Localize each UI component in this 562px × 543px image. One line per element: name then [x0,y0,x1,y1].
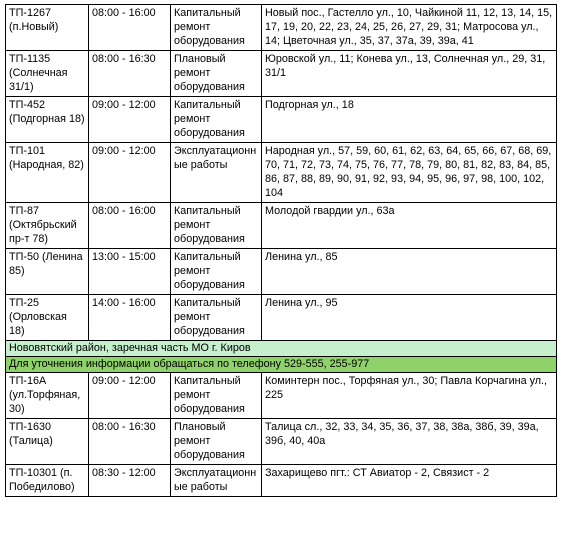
outage-row [6,373,557,419]
addresses-cell: Ленина ул., 85 [262,249,557,295]
outage-row [6,97,557,143]
outage-row [6,51,557,97]
outage-row [6,465,557,497]
work-type-cell: Капитальный ремонт оборудования [171,373,262,419]
work-type-cell: Капитальный ремонт оборудования [171,203,262,249]
work-type-cell: Плановый ремонт оборудования [171,51,262,97]
outage-row [6,249,557,295]
time-cell: 08:00 - 16:30 [89,51,171,97]
time-cell: 09:00 - 12:00 [89,97,171,143]
section-rows [6,341,557,373]
time-cell: 13:00 - 15:00 [89,249,171,295]
substation-cell: ТП-87 (Октябрьский пр-т 78) [6,203,89,249]
time-cell: 08:00 - 16:00 [89,5,171,51]
substation-cell: ТП-101 (Народная, 82) [6,143,89,203]
district-section-title: Нововятский район, заречная часть МО г. Киров [6,341,557,357]
contact-info-row [6,357,557,373]
addresses-cell: Народная ул., 57, 59, 60, 61, 62, 63, 64, 65, 66, 67, 68, 69, 70, 71, 72, 73, 74, 75, 76, 77, 78, 79, 80, 81, 82, 83, 84, 85, 86, 87, 88, 89, 90, 91, 92, 93, 94, 95, 96, 97, 98, 100, 102, 104 [262,143,557,203]
contact-info-text: Для уточнения информации обращаться по телефону 529-555, 255-977 [6,357,557,373]
time-cell: 08:00 - 16:30 [89,419,171,465]
substation-cell: ТП-16А (ул.Торфяная, 30) [6,373,89,419]
outage-rows-top [6,5,557,341]
work-type-cell: Капитальный ремонт оборудования [171,295,262,341]
time-cell: 09:00 - 12:00 [89,143,171,203]
work-type-cell: Плановый ремонт оборудования [171,419,262,465]
work-type-cell: Капитальный ремонт оборудования [171,249,262,295]
time-cell: 08:30 - 12:00 [89,465,171,497]
substation-cell: ТП-10301 (п. Победилово) [6,465,89,497]
time-cell: 09:00 - 12:00 [89,373,171,419]
substation-cell: ТП-452 (Подгорная 18) [6,97,89,143]
time-cell: 08:00 - 16:00 [89,203,171,249]
work-type-cell: Эксплуатационные работы [171,143,262,203]
addresses-cell: Захарищево пгт.: СТ Авиатор - 2, Связист - 2 [262,465,557,497]
time-cell: 14:00 - 16:00 [89,295,171,341]
addresses-cell: Молодой гвардии ул., 63а [262,203,557,249]
work-type-cell: Капитальный ремонт оборудования [171,5,262,51]
outage-row [6,143,557,203]
addresses-cell: Подгорная ул., 18 [262,97,557,143]
substation-cell: ТП-1267 (п.Новый) [6,5,89,51]
substation-cell: ТП-1630 (Талица) [6,419,89,465]
substation-cell: ТП-1135 (Солнечная 31/1) [6,51,89,97]
addresses-cell: Юровской ул., 11; Конева ул., 13, Солнечная ул., 29, 31, 31/1 [262,51,557,97]
outage-row [6,203,557,249]
outage-row [6,5,557,51]
outage-schedule-table [5,4,557,497]
substation-cell: ТП-50 (Ленина 85) [6,249,89,295]
addresses-cell: Коминтерн пос., Торфяная ул., 30; Павла Корчагина ул., 225 [262,373,557,419]
outage-row [6,419,557,465]
work-type-cell: Капитальный ремонт оборудования [171,97,262,143]
outage-rows-bottom [6,373,557,497]
addresses-cell: Талица сл., 32, 33, 34, 35, 36, 37, 38, 38а, 38б, 39, 39а, 39б, 40, 40а [262,419,557,465]
addresses-cell: Ленина ул., 95 [262,295,557,341]
district-section-row [6,341,557,357]
work-type-cell: Эксплуатационные работы [171,465,262,497]
substation-cell: ТП-25 (Орловская 18) [6,295,89,341]
outage-row [6,295,557,341]
addresses-cell: Новый пос., Гастелло ул., 10, Чайкиной 11, 12, 13, 14, 15, 17, 19, 20, 22, 23, 24, 25, 26, 27, 29, 31; Матросова ул., 14; Цветочная ул., 35, 37, 37а, 39, 39а, 41 [262,5,557,51]
